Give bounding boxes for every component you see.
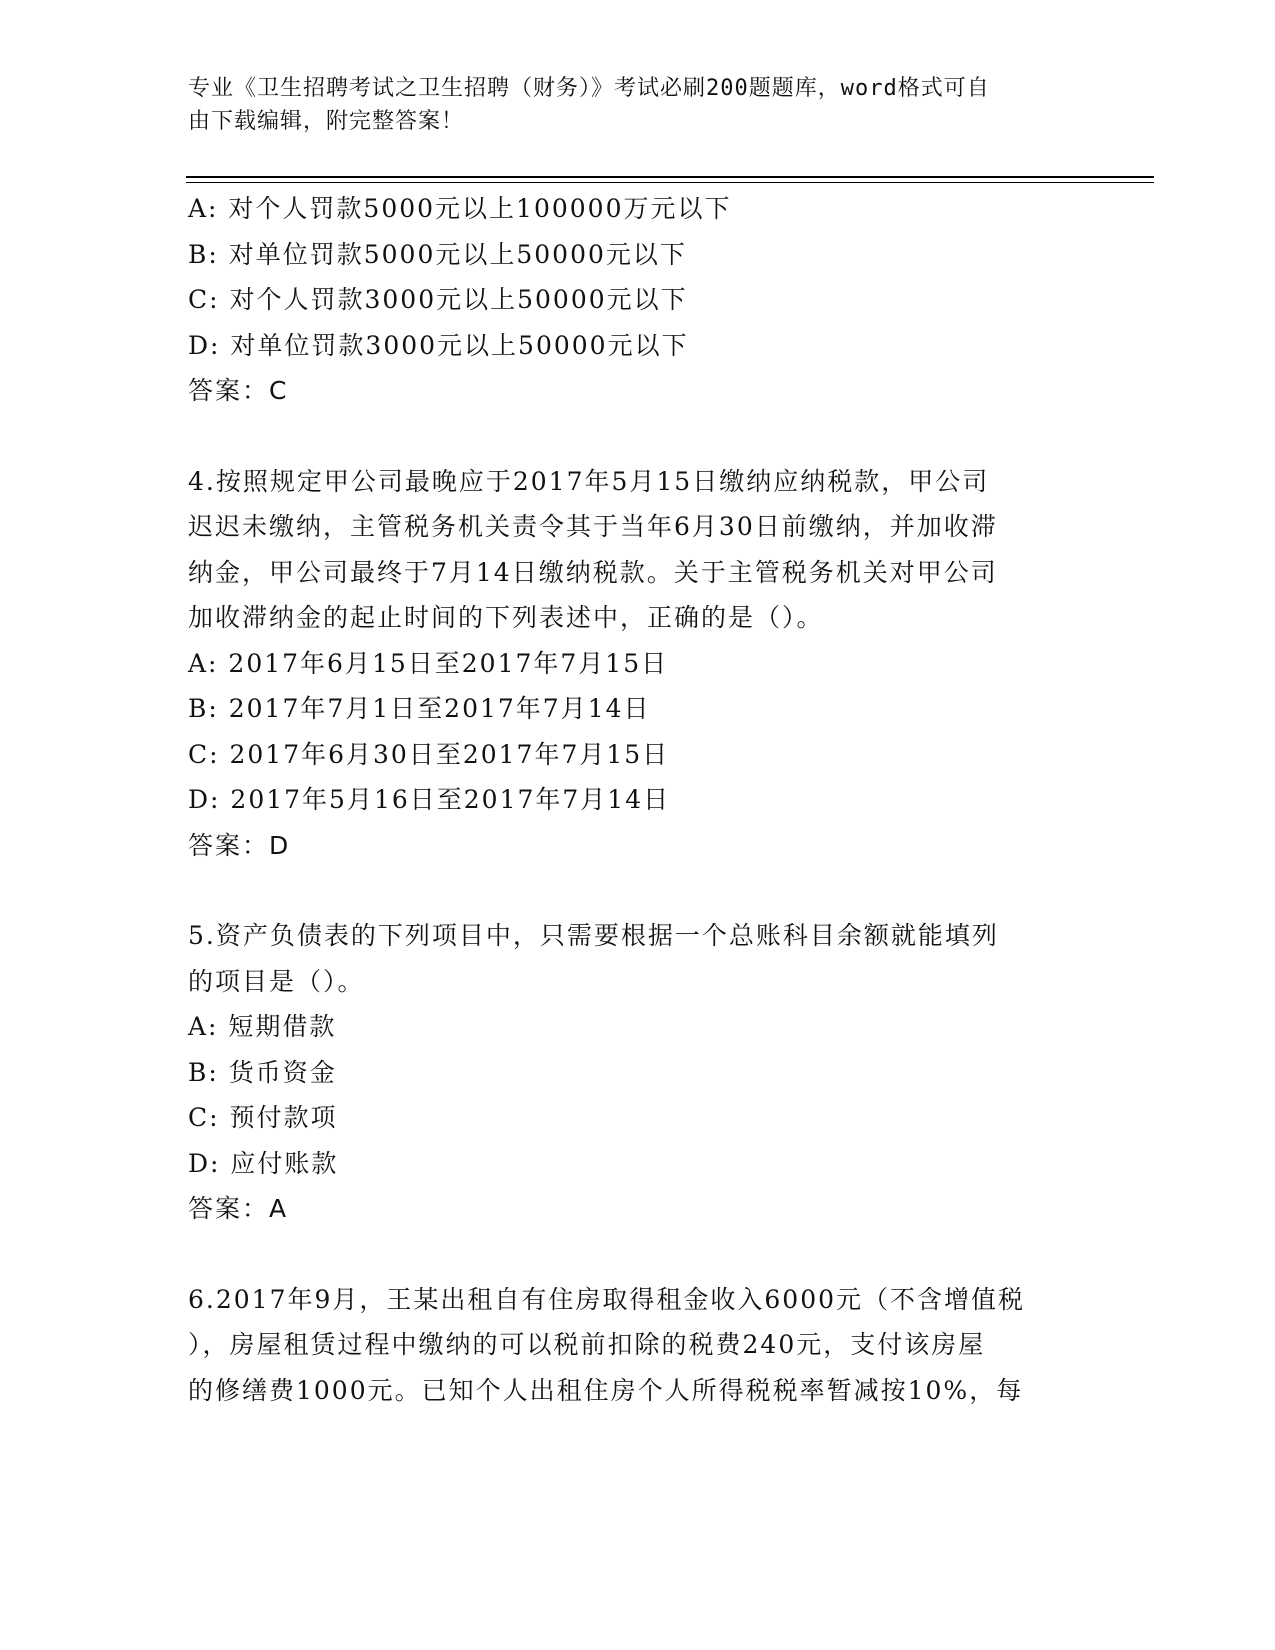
question-stem-line: 5.资产负债表的下列项目中，只需要根据一个总账科目余额就能填列 [188,921,999,950]
answer-line: 答案：C [188,376,289,405]
answer-line: 答案：D [188,830,291,860]
option-b: B: 2017年7月1日至2017年7月14日 [188,694,651,723]
question-stem-line: 纳金，甲公司最终于7月14日缴纳税款。关于主管税务机关对甲公司 [188,557,998,587]
option-b: B: 货币资金 [188,1057,337,1087]
option-d: D: 2017年5月16日至2017年7月14日 [188,785,671,814]
option-c: C: 对个人罚款3000元以上50000元以下 [188,285,688,314]
option-a: A: 对个人罚款5000元以上100000万元以下 [188,194,732,223]
option-a: A: 短期借款 [188,1012,337,1041]
question-4 [188,459,1088,869]
header-line-2: 由下载编辑，附完整答案！ [188,109,465,134]
option-a: A: 2017年6月15日至2017年7月15日 [188,648,669,678]
question-stem-line: 4.按照规定甲公司最晚应于2017年5月15日缴纳应纳税款，甲公司 [188,466,990,496]
header-line-1: 专业《卫生招聘考试之卫生招聘（财务）》考试必刷200题题库，word格式可自 [188,76,990,101]
question-stem-line: 6.2017年9月，王某出租自有住房取得租金收入6000元（不含增值税 [188,1284,1026,1314]
document-header [188,72,1088,138]
question-content [188,186,1088,1413]
answer-line: 答案：A [188,1194,289,1223]
header-divider-thin [186,182,1154,183]
question-stem-line: 的项目是（）。 [188,966,365,996]
question-3 [188,186,1088,414]
option-d: D: 对单位罚款3000元以上50000元以下 [188,330,689,360]
question-stem-line: 的修缮费1000元。已知个人出租住房个人所得税税率暂减按10%，每 [188,1375,1024,1405]
question-stem-line: 迟迟未缴纳，主管税务机关责令其于当年6月30日前缴纳，并加收滞 [188,512,998,541]
option-b: B: 对单位罚款5000元以上50000元以下 [188,239,687,269]
option-c: C: 2017年6月30日至2017年7月15日 [188,739,670,769]
question-stem-line: 加收滞纳金的起止时间的下列表述中，正确的是（）。 [188,603,824,632]
question-5 [188,913,1088,1232]
question-stem-line: ），房屋租赁过程中缴纳的可以税前扣除的税费240元，支付该房屋 [188,1330,986,1359]
option-c: C: 预付款项 [188,1103,338,1132]
question-6 [188,1277,1088,1414]
option-d: D: 应付账款 [188,1148,339,1178]
header-divider-thick [186,176,1154,178]
